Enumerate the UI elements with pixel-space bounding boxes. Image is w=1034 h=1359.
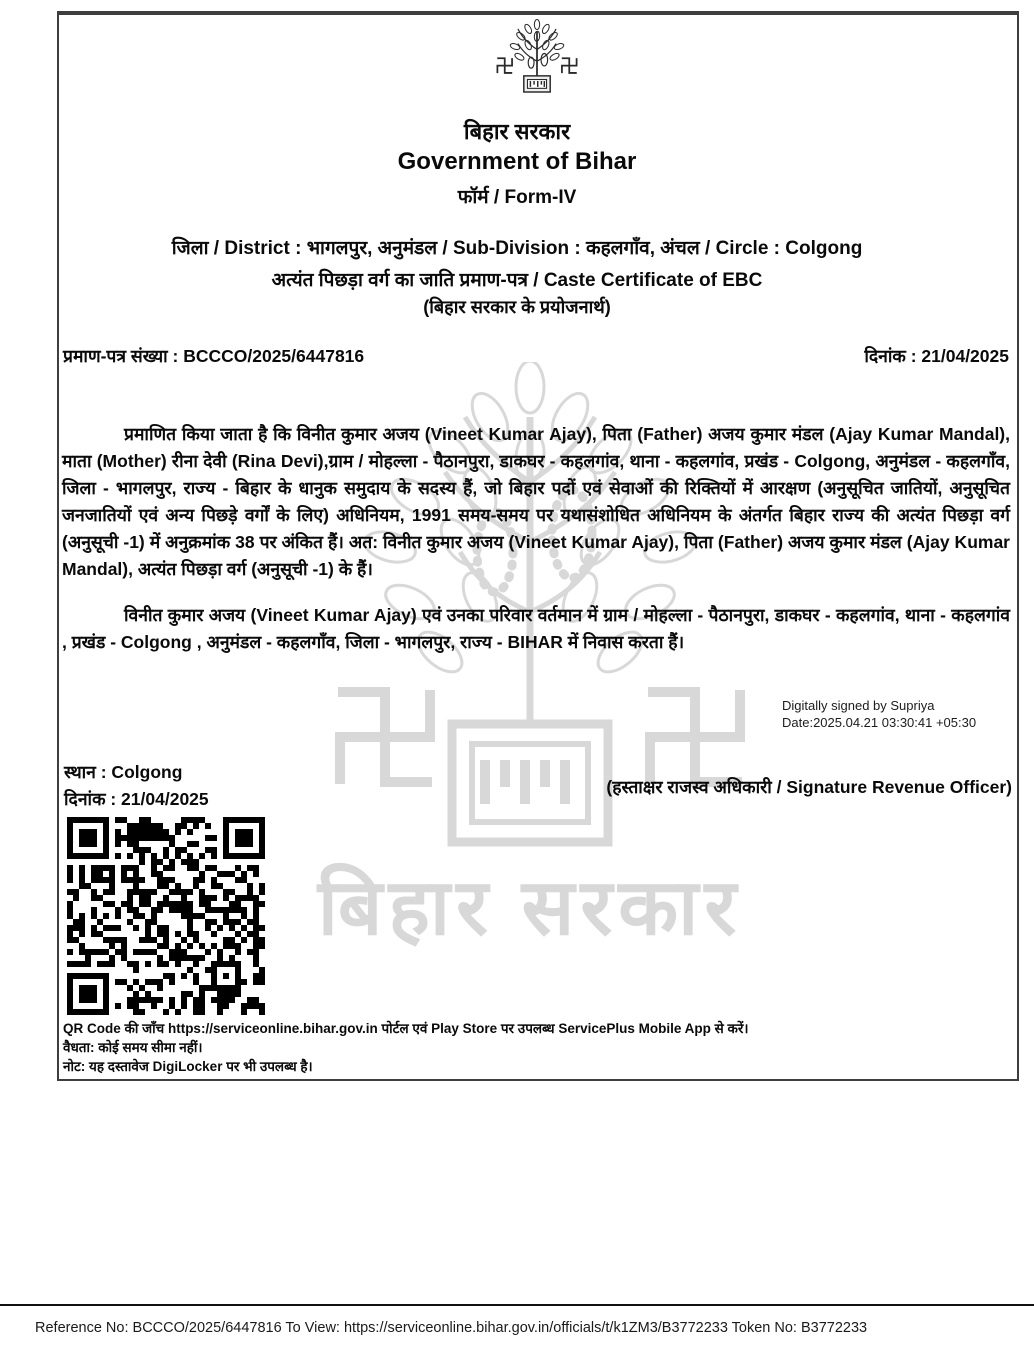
reference-line: Reference No: BCCCO/2025/6447816 To View: https://serviceonline.bihar.gov.in/officials/t/k1ZM3/B3772233 Token No: B3772233 — [35, 1320, 868, 1336]
issue-date: दिनांक : 21/04/2025 — [864, 346, 1009, 366]
digital-signature-text — [782, 697, 976, 731]
residence-paragraph: विनीत कुमार अजय (Vineet Kumar Ajay) एवं उनका परिवार वर्तमान में ग्राम / मोहल्ला - पैठानपुरा, डाकघर - कहलगांव, थाना - कहलगांव , प्रखंड - Colgong , अनुमंडल - कहलगाँव, जिला - भागलपुर, राज्य - BIHAR में निवास करता हैं। — [62, 605, 1010, 652]
note-line-digilocker: नोट: यह दस्तावेज DigiLocker पर भी उपलब्ध है। — [63, 1059, 313, 1074]
signature-label: (हस्ताक्षर राजस्व अधिकारी / Signature Revenue Officer) — [606, 777, 1012, 797]
place-line: स्थान : Colgong — [64, 762, 183, 782]
certificate-title: अत्यंत पिछड़ा वर्ग का जाति प्रमाण-पत्र / Caste Certificate of EBC — [271, 270, 763, 291]
note-line-qr: QR Code की जाँच https://serviceonline.bihar.gov.in पोर्टल एवं Play Store पर उपलब्ध ServicePlus Mobile App से करें। — [63, 1021, 749, 1036]
form-title: फॉर्म / Form-IV — [457, 187, 577, 208]
district-line: जिला / District : भागलपुर, अनुमंडल / Sub-Division : कहलगाँव, अंचल / Circle : Colgong — [171, 238, 863, 259]
certificate-notes — [63, 1019, 983, 1076]
purpose-line: (बिहार सरकार के प्रयोजनार्थ) — [423, 297, 611, 317]
digital-signature-line2: Date:2025.04.21 03:30:41 +05:30 — [782, 715, 977, 730]
certificate-number: प्रमाण-पत्र संख्या : BCCCO/2025/6447816 — [63, 346, 365, 366]
note-line-validity: वैधता: कोई समय सीमा नहीं। — [63, 1040, 203, 1055]
org-name-english: Government of Bihar — [397, 148, 637, 175]
digital-signature-line1: Digitally signed by Supriya — [782, 698, 935, 713]
certificate-meta-row — [63, 344, 1009, 368]
date-line: दिनांक : 21/04/2025 — [64, 789, 209, 809]
watermark-text: बिहार सरकार — [317, 863, 743, 951]
certificate-body-paragraph: प्रमाणित किया जाता है कि विनीत कुमार अजय (Vineet Kumar Ajay), पिता (Father) अजय कुमार मंडल (Ajay Kumar Mandal), माता (Mother) रीना देवी (Rina Devi),ग्राम / मोहल्ला - पैठानपुरा, डाकघर - कहलगांव, थाना - कहलगांव, प्रखंड - Colgong, अनुमंडल - कहलगाँव, जिला - भागलपुर, राज्य - बिहार के धानुक समुदाय के सदस्य हैं, जो बिहार पदों एवं सेवाओं की रिक्तियों में आरक्षण (अनुसूचित जातियों, अनुसूचित जनजातियों एवं अन्य पिछड़े वर्गों के लिए) अधिनियम, 1991 समय-समय पर यथासंशोधित अधिनियम के अंतर्गत बिहार राज्य की अत्यंत पिछड़ा वर्ग (अनुसूची -1) में अनुक्रमांक 38 पर अंकित हैं। अत: विनीत कुमार अजय (Vineet Kumar Ajay), पिता (Father) अजय कुमार मंडल (Ajay Kumar Mandal), अत्यंत पिछड़ा वर्ग (अनुसूची -1) के हैं। — [62, 424, 1010, 579]
qr-code-icon — [67, 817, 265, 1015]
org-name-hindi: बिहार सरकार — [463, 119, 571, 144]
bihar-state-emblem-icon — [493, 17, 581, 101]
